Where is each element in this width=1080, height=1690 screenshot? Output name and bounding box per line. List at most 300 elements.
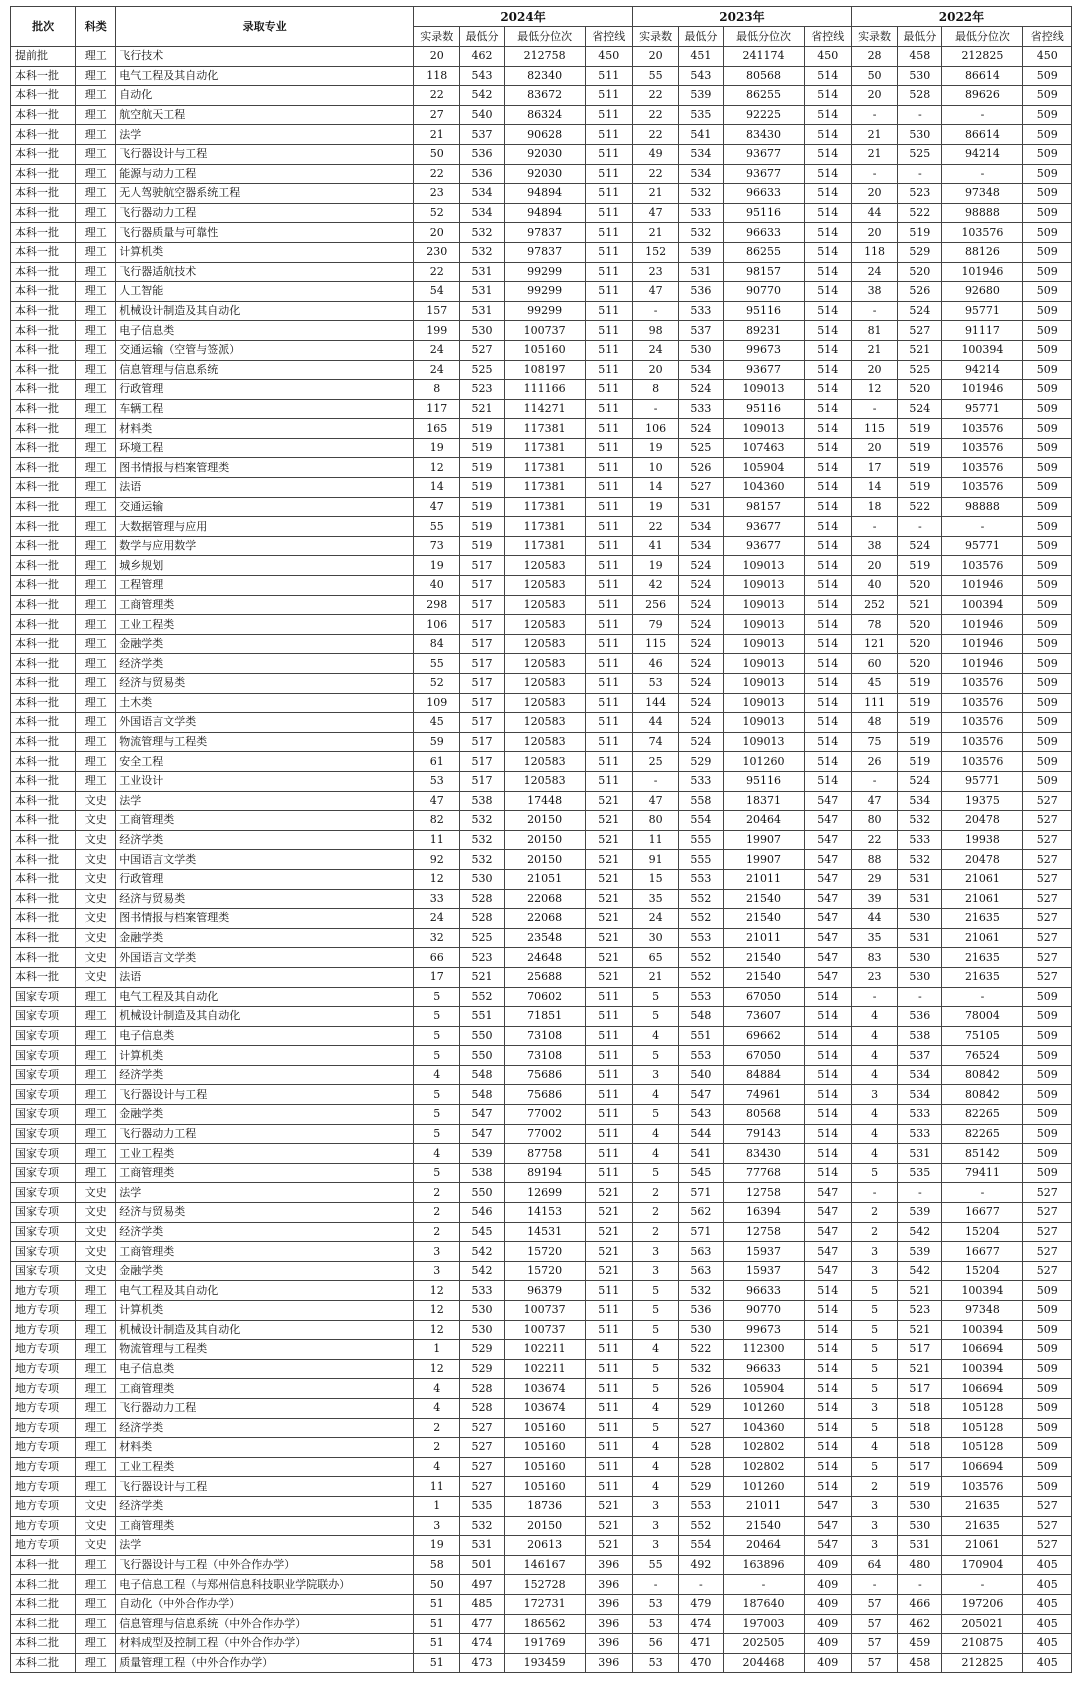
min-rank-2022: 85142 — [942, 1144, 1023, 1164]
category-cell: 理工 — [76, 184, 116, 204]
admitted-2024: 73 — [414, 536, 460, 556]
admitted-2022: 5 — [851, 1163, 897, 1183]
control-line-2022: 509 — [1023, 556, 1072, 576]
table-row — [11, 576, 1072, 596]
batch-cell: 本科一批 — [11, 556, 76, 576]
category-cell: 文史 — [76, 1516, 116, 1536]
header-control-line: 省控线 — [804, 27, 851, 47]
category-cell: 理工 — [76, 1634, 116, 1654]
min-rank-2023: 95116 — [723, 203, 804, 223]
major-cell: 经济学类 — [116, 1418, 414, 1438]
control-line-2024: 511 — [585, 1359, 632, 1379]
control-line-2023: 547 — [804, 1496, 851, 1516]
min-rank-2022: 86614 — [942, 125, 1023, 145]
admitted-2022: 26 — [851, 752, 897, 772]
batch-cell: 地方专项 — [11, 1438, 76, 1458]
admitted-2023: 65 — [633, 948, 679, 968]
table-row — [11, 948, 1072, 968]
min-rank-2022: 82265 — [942, 1124, 1023, 1144]
control-line-2022: 509 — [1023, 1379, 1072, 1399]
category-cell: 理工 — [76, 497, 116, 517]
min-rank-2023: 86255 — [723, 86, 804, 106]
admitted-2024: 5 — [414, 1124, 460, 1144]
major-cell: 车辆工程 — [116, 399, 414, 419]
major-cell: 机械设计制造及其自动化 — [116, 1007, 414, 1027]
min-score-2022: 525 — [898, 144, 942, 164]
admitted-2023: 3 — [633, 1536, 679, 1556]
major-cell: 工商管理类 — [116, 811, 414, 831]
table-row — [11, 1418, 1072, 1438]
table-row — [11, 1653, 1072, 1673]
min-score-2022: 518 — [898, 1438, 942, 1458]
min-rank-2024: 99299 — [504, 262, 585, 282]
control-line-2024: 511 — [585, 1301, 632, 1321]
min-rank-2023: 69662 — [723, 1026, 804, 1046]
min-rank-2024: 71851 — [504, 1007, 585, 1027]
table-row — [11, 105, 1072, 125]
batch-cell: 国家专项 — [11, 1105, 76, 1125]
category-cell: 理工 — [76, 693, 116, 713]
control-line-2023: 514 — [804, 1359, 851, 1379]
min-score-2024: 532 — [460, 1516, 504, 1536]
min-score-2024: 517 — [460, 713, 504, 733]
admitted-2024: 5 — [414, 1085, 460, 1105]
admitted-2022: 45 — [851, 674, 897, 694]
batch-cell: 本科一批 — [11, 517, 76, 537]
min-score-2022: 519 — [898, 438, 942, 458]
min-score-2022: 521 — [898, 1320, 942, 1340]
admitted-2023: 5 — [633, 1379, 679, 1399]
control-line-2023: 514 — [804, 595, 851, 615]
min-rank-2024: 83672 — [504, 86, 585, 106]
admitted-2023: 106 — [633, 419, 679, 439]
min-rank-2022: 212825 — [942, 47, 1023, 67]
control-line-2024: 511 — [585, 517, 632, 537]
batch-cell: 本科一批 — [11, 340, 76, 360]
batch-cell: 本科一批 — [11, 595, 76, 615]
major-cell: 法语 — [116, 967, 414, 987]
min-score-2022: 542 — [898, 1261, 942, 1281]
admitted-2024: 14 — [414, 478, 460, 498]
min-rank-2024: 73108 — [504, 1026, 585, 1046]
batch-cell: 国家专项 — [11, 1085, 76, 1105]
min-score-2023: 552 — [679, 1516, 723, 1536]
control-line-2022: 509 — [1023, 380, 1072, 400]
min-rank-2022: 20478 — [942, 850, 1023, 870]
min-score-2023: 524 — [679, 380, 723, 400]
category-cell: 理工 — [76, 1065, 116, 1085]
min-rank-2024: 18736 — [504, 1496, 585, 1516]
min-rank-2022: 21061 — [942, 1536, 1023, 1556]
control-line-2022: 509 — [1023, 1105, 1072, 1125]
min-rank-2023: 15937 — [723, 1242, 804, 1262]
category-cell: 理工 — [76, 262, 116, 282]
min-score-2022: 523 — [898, 184, 942, 204]
min-score-2024: 542 — [460, 86, 504, 106]
category-cell: 理工 — [76, 1359, 116, 1379]
category-cell: 文史 — [76, 791, 116, 811]
admitted-2022: 24 — [851, 262, 897, 282]
min-score-2024: 521 — [460, 399, 504, 419]
category-cell: 理工 — [76, 1163, 116, 1183]
min-rank-2024: 20150 — [504, 830, 585, 850]
table-row — [11, 458, 1072, 478]
min-rank-2022: 100394 — [942, 340, 1023, 360]
batch-cell: 本科一批 — [11, 889, 76, 909]
admitted-2024: 12 — [414, 1281, 460, 1301]
admitted-2022: 38 — [851, 536, 897, 556]
min-score-2024: 538 — [460, 791, 504, 811]
admitted-2024: 12 — [414, 1320, 460, 1340]
control-line-2023: 547 — [804, 1183, 851, 1203]
major-cell: 飞行器设计与工程 — [116, 144, 414, 164]
admitted-2024: 55 — [414, 654, 460, 674]
category-cell: 理工 — [76, 1594, 116, 1614]
min-rank-2023: 109013 — [723, 693, 804, 713]
min-score-2023: 524 — [679, 654, 723, 674]
admitted-2023: 22 — [633, 517, 679, 537]
min-rank-2023: 21540 — [723, 909, 804, 929]
admitted-2023: 42 — [633, 576, 679, 596]
min-score-2023: 555 — [679, 850, 723, 870]
min-score-2023: 524 — [679, 595, 723, 615]
control-line-2024: 521 — [585, 1183, 632, 1203]
admitted-2024: 23 — [414, 184, 460, 204]
min-rank-2022: 79411 — [942, 1163, 1023, 1183]
control-line-2024: 511 — [585, 86, 632, 106]
min-score-2024: 517 — [460, 752, 504, 772]
table-row — [11, 1614, 1072, 1634]
major-cell: 工商管理类 — [116, 1379, 414, 1399]
header-batch: 批次 — [11, 7, 76, 47]
admitted-2022: 18 — [851, 497, 897, 517]
control-line-2024: 521 — [585, 1203, 632, 1223]
admitted-2023: 2 — [633, 1183, 679, 1203]
min-rank-2022: 94214 — [942, 360, 1023, 380]
control-line-2024: 511 — [585, 693, 632, 713]
min-score-2023: 562 — [679, 1203, 723, 1223]
min-score-2024: 550 — [460, 1046, 504, 1066]
control-line-2022: 509 — [1023, 1007, 1072, 1027]
admitted-2022: 38 — [851, 282, 897, 302]
min-rank-2022: 78004 — [942, 1007, 1023, 1027]
control-line-2024: 521 — [585, 1261, 632, 1281]
admitted-2024: 2 — [414, 1438, 460, 1458]
min-rank-2022: 103576 — [942, 713, 1023, 733]
min-score-2024: 528 — [460, 1398, 504, 1418]
min-score-2023: 552 — [679, 889, 723, 909]
control-line-2024: 511 — [585, 634, 632, 654]
control-line-2023: 514 — [804, 282, 851, 302]
min-rank-2024: 105160 — [504, 340, 585, 360]
min-score-2024: 519 — [460, 478, 504, 498]
admitted-2023: 4 — [633, 1457, 679, 1477]
control-line-2023: 514 — [804, 125, 851, 145]
control-line-2022: 509 — [1023, 105, 1072, 125]
min-rank-2024: 97837 — [504, 242, 585, 262]
min-score-2024: 519 — [460, 458, 504, 478]
min-rank-2022: 103576 — [942, 1477, 1023, 1497]
min-score-2024: 519 — [460, 517, 504, 537]
admitted-2023: 4 — [633, 1340, 679, 1360]
min-score-2024: 550 — [460, 1183, 504, 1203]
category-cell: 文史 — [76, 869, 116, 889]
category-cell: 理工 — [76, 1124, 116, 1144]
min-rank-2022: - — [942, 517, 1023, 537]
category-cell: 理工 — [76, 282, 116, 302]
admitted-2024: 50 — [414, 1575, 460, 1595]
major-cell: 计算机类 — [116, 1046, 414, 1066]
category-cell: 理工 — [76, 478, 116, 498]
admitted-2024: 47 — [414, 497, 460, 517]
admitted-2022: 5 — [851, 1457, 897, 1477]
table-row — [11, 1575, 1072, 1595]
major-cell: 经济学类 — [116, 654, 414, 674]
min-rank-2024: 20150 — [504, 1516, 585, 1536]
admitted-2022: 5 — [851, 1359, 897, 1379]
min-score-2023: 524 — [679, 576, 723, 596]
admitted-2022: 44 — [851, 909, 897, 929]
min-rank-2022: 16677 — [942, 1242, 1023, 1262]
control-line-2022: 509 — [1023, 478, 1072, 498]
control-line-2022: 509 — [1023, 1085, 1072, 1105]
min-rank-2024: 20150 — [504, 850, 585, 870]
admitted-2023: 4 — [633, 1124, 679, 1144]
min-score-2023: 532 — [679, 223, 723, 243]
min-score-2022: 539 — [898, 1242, 942, 1262]
min-rank-2024: 92030 — [504, 164, 585, 184]
min-score-2023: 532 — [679, 184, 723, 204]
min-rank-2023: 93677 — [723, 517, 804, 537]
batch-cell: 本科一批 — [11, 713, 76, 733]
min-rank-2023: 187640 — [723, 1594, 804, 1614]
control-line-2024: 521 — [585, 967, 632, 987]
category-cell: 理工 — [76, 125, 116, 145]
control-line-2023: 514 — [804, 144, 851, 164]
batch-cell: 本科一批 — [11, 830, 76, 850]
min-rank-2023: 101260 — [723, 1398, 804, 1418]
min-rank-2024: 120583 — [504, 771, 585, 791]
major-cell: 飞行器设计与工程（中外合作办学） — [116, 1555, 414, 1575]
control-line-2024: 511 — [585, 595, 632, 615]
control-line-2023: 514 — [804, 1046, 851, 1066]
admitted-2024: 33 — [414, 889, 460, 909]
control-line-2022: 450 — [1023, 47, 1072, 67]
min-score-2023: 531 — [679, 497, 723, 517]
min-score-2022: 524 — [898, 771, 942, 791]
min-rank-2024: 73108 — [504, 1046, 585, 1066]
min-rank-2023: 96633 — [723, 1359, 804, 1379]
admitted-2023: 35 — [633, 889, 679, 909]
min-score-2024: 517 — [460, 615, 504, 635]
admitted-2023: 3 — [633, 1496, 679, 1516]
admitted-2024: 20 — [414, 47, 460, 67]
admitted-2022: - — [851, 987, 897, 1007]
category-cell: 文史 — [76, 1496, 116, 1516]
min-score-2022: 518 — [898, 1418, 942, 1438]
category-cell: 理工 — [76, 576, 116, 596]
min-score-2024: 527 — [460, 1477, 504, 1497]
table-row — [11, 1065, 1072, 1085]
batch-cell: 本科一批 — [11, 478, 76, 498]
min-score-2023: 530 — [679, 340, 723, 360]
min-score-2022: 520 — [898, 634, 942, 654]
control-line-2023: 514 — [804, 262, 851, 282]
category-cell: 理工 — [76, 47, 116, 67]
min-rank-2024: 120583 — [504, 654, 585, 674]
table-row — [11, 1105, 1072, 1125]
control-line-2023: 514 — [804, 1379, 851, 1399]
control-line-2023: 514 — [804, 517, 851, 537]
min-score-2024: 531 — [460, 282, 504, 302]
control-line-2024: 511 — [585, 1398, 632, 1418]
min-rank-2024: 105160 — [504, 1477, 585, 1497]
admitted-2022: 3 — [851, 1398, 897, 1418]
control-line-2022: 509 — [1023, 399, 1072, 419]
min-score-2024: 519 — [460, 497, 504, 517]
category-cell: 理工 — [76, 360, 116, 380]
header-min-score: 最低分 — [679, 27, 723, 47]
min-score-2024: 548 — [460, 1065, 504, 1085]
min-score-2024: 523 — [460, 380, 504, 400]
min-rank-2023: 16394 — [723, 1203, 804, 1223]
table-row — [11, 1438, 1072, 1458]
major-cell: 经济与贸易类 — [116, 1203, 414, 1223]
admitted-2024: 84 — [414, 634, 460, 654]
min-rank-2024: 15720 — [504, 1261, 585, 1281]
control-line-2024: 511 — [585, 360, 632, 380]
min-rank-2022: - — [942, 987, 1023, 1007]
major-cell: 电子信息类 — [116, 1359, 414, 1379]
major-cell: 金融学类 — [116, 1261, 414, 1281]
major-cell: 外国语言文学类 — [116, 948, 414, 968]
min-rank-2022: 95771 — [942, 301, 1023, 321]
min-rank-2022: 89626 — [942, 86, 1023, 106]
min-rank-2023: 83430 — [723, 1144, 804, 1164]
admitted-2022: 44 — [851, 203, 897, 223]
admitted-2023: 4 — [633, 1144, 679, 1164]
min-score-2023: 540 — [679, 1065, 723, 1085]
category-cell: 文史 — [76, 1242, 116, 1262]
admitted-2022: 2 — [851, 1203, 897, 1223]
control-line-2024: 511 — [585, 1379, 632, 1399]
admitted-2022: 81 — [851, 321, 897, 341]
min-rank-2022: 101946 — [942, 262, 1023, 282]
major-cell: 金融学类 — [116, 928, 414, 948]
admitted-2024: 20 — [414, 223, 460, 243]
control-line-2022: 509 — [1023, 419, 1072, 439]
batch-cell: 本科一批 — [11, 262, 76, 282]
control-line-2022: 509 — [1023, 1301, 1072, 1321]
table-row — [11, 399, 1072, 419]
min-score-2022: 524 — [898, 536, 942, 556]
table-row — [11, 811, 1072, 831]
table-row — [11, 1007, 1072, 1027]
min-score-2022: 459 — [898, 1634, 942, 1654]
table-row — [11, 830, 1072, 850]
control-line-2023: 514 — [804, 399, 851, 419]
min-score-2024: 528 — [460, 1379, 504, 1399]
min-rank-2023: 89231 — [723, 321, 804, 341]
min-rank-2022: 100394 — [942, 1359, 1023, 1379]
admitted-2023: 20 — [633, 47, 679, 67]
min-score-2023: 551 — [679, 1026, 723, 1046]
batch-cell: 本科一批 — [11, 536, 76, 556]
batch-cell: 本科一批 — [11, 732, 76, 752]
table-row — [11, 419, 1072, 439]
min-score-2024: 517 — [460, 634, 504, 654]
control-line-2022: 527 — [1023, 1516, 1072, 1536]
min-rank-2023: 84884 — [723, 1065, 804, 1085]
control-line-2024: 511 — [585, 1438, 632, 1458]
batch-cell: 国家专项 — [11, 1144, 76, 1164]
min-score-2023: 522 — [679, 1340, 723, 1360]
admitted-2023: 11 — [633, 830, 679, 850]
min-rank-2022: 101946 — [942, 654, 1023, 674]
table-row — [11, 1261, 1072, 1281]
category-cell: 文史 — [76, 1183, 116, 1203]
control-line-2023: 514 — [804, 987, 851, 1007]
category-cell: 理工 — [76, 340, 116, 360]
min-score-2022: 521 — [898, 595, 942, 615]
batch-cell: 国家专项 — [11, 1203, 76, 1223]
admitted-2023: 4 — [633, 1026, 679, 1046]
admitted-2024: 2 — [414, 1203, 460, 1223]
min-score-2024: 537 — [460, 125, 504, 145]
control-line-2024: 511 — [585, 125, 632, 145]
control-line-2022: 509 — [1023, 458, 1072, 478]
min-rank-2024: 117381 — [504, 458, 585, 478]
control-line-2024: 521 — [585, 791, 632, 811]
min-score-2023: 530 — [679, 1320, 723, 1340]
control-line-2024: 511 — [585, 1026, 632, 1046]
table-row — [11, 1496, 1072, 1516]
min-score-2023: 526 — [679, 458, 723, 478]
control-line-2022: 509 — [1023, 66, 1072, 86]
min-rank-2022: 170904 — [942, 1555, 1023, 1575]
major-cell: 机械设计制造及其自动化 — [116, 1320, 414, 1340]
admitted-2023: 5 — [633, 1418, 679, 1438]
min-score-2022: 531 — [898, 928, 942, 948]
admitted-2022: 252 — [851, 595, 897, 615]
admitted-2022: 64 — [851, 1555, 897, 1575]
control-line-2022: 509 — [1023, 184, 1072, 204]
control-line-2023: 514 — [804, 693, 851, 713]
min-score-2024: 530 — [460, 1301, 504, 1321]
admitted-2024: 22 — [414, 262, 460, 282]
control-line-2022: 509 — [1023, 1477, 1072, 1497]
min-score-2023: 531 — [679, 262, 723, 282]
admitted-2024: 12 — [414, 1301, 460, 1321]
control-line-2023: 450 — [804, 47, 851, 67]
min-score-2022: - — [898, 105, 942, 125]
major-cell: 金融学类 — [116, 634, 414, 654]
control-line-2022: 405 — [1023, 1614, 1072, 1634]
min-score-2023: 543 — [679, 1105, 723, 1125]
control-line-2022: 509 — [1023, 1320, 1072, 1340]
admitted-2022: 29 — [851, 869, 897, 889]
min-rank-2023: 73607 — [723, 1007, 804, 1027]
min-score-2022: 529 — [898, 242, 942, 262]
category-cell: 理工 — [76, 419, 116, 439]
major-cell: 物流管理与工程类 — [116, 732, 414, 752]
admitted-2024: 24 — [414, 909, 460, 929]
category-cell: 理工 — [76, 1105, 116, 1125]
min-score-2024: 534 — [460, 184, 504, 204]
min-score-2024: 501 — [460, 1555, 504, 1575]
major-cell: 经济与贸易类 — [116, 889, 414, 909]
major-cell: 交通运输 — [116, 497, 414, 517]
